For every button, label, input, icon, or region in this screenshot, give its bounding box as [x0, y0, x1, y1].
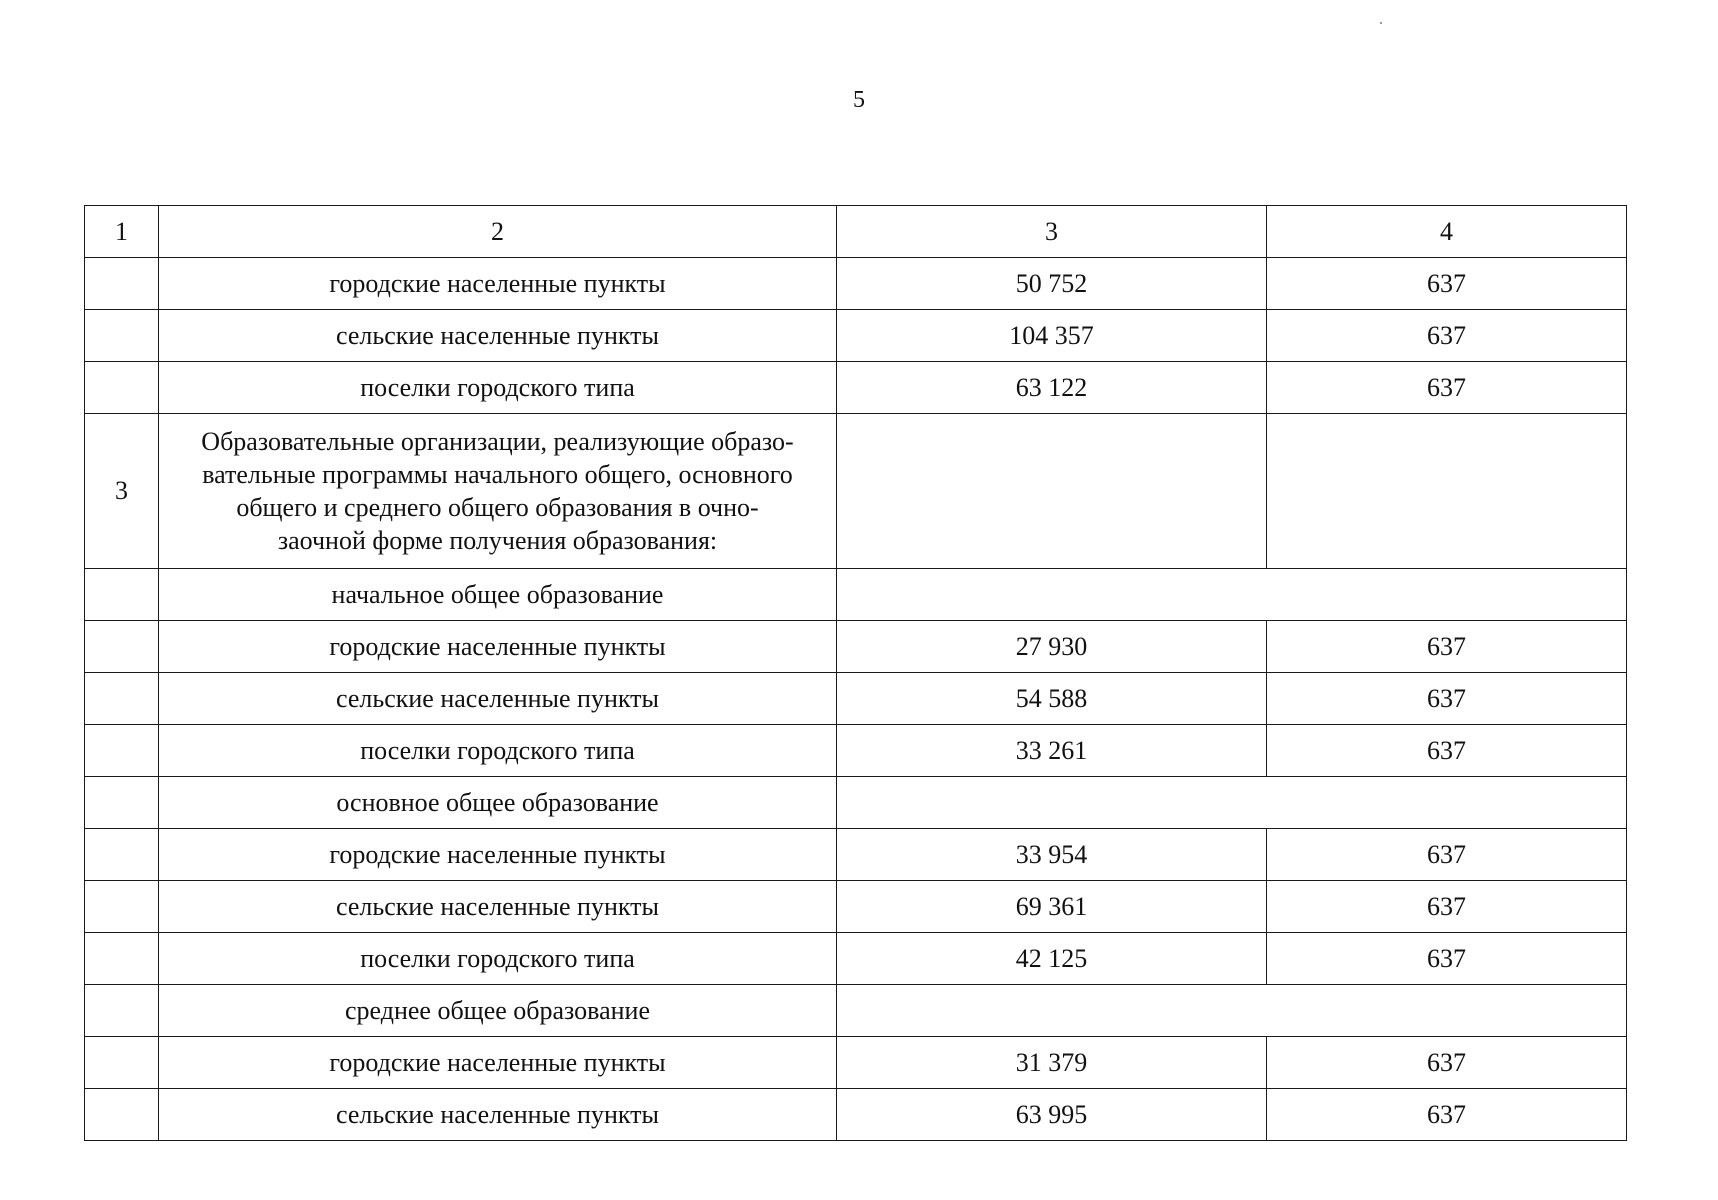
- table-row: [85, 258, 1627, 310]
- row-value-col4: 637: [1267, 1037, 1627, 1089]
- row-value-col3: 63 122: [837, 362, 1267, 414]
- table-header-row: [85, 206, 1627, 258]
- merged-empty-cell: [837, 569, 1627, 621]
- index-cell: [85, 933, 159, 985]
- index-cell: [85, 621, 159, 673]
- index-cell: [85, 673, 159, 725]
- row-value-col4: 637: [1267, 725, 1627, 777]
- row-value-col4: 637: [1267, 673, 1627, 725]
- section-title-line: заочной форме получения образования:: [277, 526, 718, 555]
- row-value-col4: 637: [1267, 881, 1627, 933]
- row-value-col3: 31 379: [837, 1037, 1267, 1089]
- index-cell: [85, 725, 159, 777]
- row-value-col4: 637: [1267, 1089, 1627, 1141]
- row-value-col4: 637: [1267, 829, 1627, 881]
- row-value-col3: 69 361: [837, 881, 1267, 933]
- row-label: городские населенные пункты: [159, 1037, 837, 1089]
- empty-cell: [837, 414, 1267, 569]
- scan-speck: [1380, 22, 1382, 24]
- subsection-title: среднее общее образование: [159, 985, 837, 1037]
- table-row: [85, 310, 1627, 362]
- section-title-line: Образовательные организации, реализующие образо-: [201, 427, 794, 456]
- header-cell-1: 1: [85, 206, 159, 258]
- row-value-col3: 50 752: [837, 258, 1267, 310]
- subsection-row: [85, 569, 1627, 621]
- subsection-title: начальное общее образование: [159, 569, 837, 621]
- row-label: сельские населенные пункты: [159, 1089, 837, 1141]
- row-label: сельские населенные пункты: [159, 310, 837, 362]
- row-value-col4: 637: [1267, 362, 1627, 414]
- section-index: 3: [85, 414, 159, 569]
- row-label: городские населенные пункты: [159, 258, 837, 310]
- empty-cell: [1267, 414, 1627, 569]
- index-cell: [85, 829, 159, 881]
- table-row: [85, 933, 1627, 985]
- row-label: поселки городского типа: [159, 362, 837, 414]
- section-title: [159, 414, 837, 569]
- index-cell: [85, 1089, 159, 1141]
- table-row: [85, 362, 1627, 414]
- header-cell-3: 3: [837, 206, 1267, 258]
- row-value-col3: 54 588: [837, 673, 1267, 725]
- row-label: городские населенные пункты: [159, 829, 837, 881]
- row-label: сельские населенные пункты: [159, 881, 837, 933]
- table-row: [85, 829, 1627, 881]
- section-title-line: вательные программы начального общего, основного: [202, 460, 793, 489]
- subsection-row: [85, 777, 1627, 829]
- index-cell: [85, 569, 159, 621]
- row-value-col4: 637: [1267, 310, 1627, 362]
- row-value-col3: 27 930: [837, 621, 1267, 673]
- header-cell-4: 4: [1267, 206, 1627, 258]
- section-title-line: общего и среднего общего образования в очно-: [236, 493, 759, 522]
- row-label: поселки городского типа: [159, 933, 837, 985]
- row-value-col4: 637: [1267, 933, 1627, 985]
- table-row: [85, 1037, 1627, 1089]
- index-cell: [85, 777, 159, 829]
- subsection-row: [85, 985, 1627, 1037]
- row-value-col3: 33 261: [837, 725, 1267, 777]
- row-value-col3: 42 125: [837, 933, 1267, 985]
- index-cell: [85, 258, 159, 310]
- table-row: [85, 881, 1627, 933]
- table-row: [85, 621, 1627, 673]
- row-value-col4: 637: [1267, 258, 1627, 310]
- section-3-row: [85, 414, 1627, 569]
- index-cell: [85, 362, 159, 414]
- row-value-col3: 33 954: [837, 829, 1267, 881]
- table-row: [85, 673, 1627, 725]
- data-table: [84, 205, 1627, 1141]
- row-value-col3: 63 995: [837, 1089, 1267, 1141]
- page-number: 5: [853, 87, 865, 113]
- row-value-col4: 637: [1267, 621, 1627, 673]
- subsection-title: основное общее образование: [159, 777, 837, 829]
- index-cell: [85, 881, 159, 933]
- row-label: городские населенные пункты: [159, 621, 837, 673]
- index-cell: [85, 985, 159, 1037]
- row-label: сельские населенные пункты: [159, 673, 837, 725]
- index-cell: [85, 1037, 159, 1089]
- index-cell: [85, 310, 159, 362]
- table-row: [85, 1089, 1627, 1141]
- merged-empty-cell: [837, 985, 1627, 1037]
- row-label: поселки городского типа: [159, 725, 837, 777]
- table-row: [85, 725, 1627, 777]
- row-value-col3: 104 357: [837, 310, 1267, 362]
- merged-empty-cell: [837, 777, 1627, 829]
- header-cell-2: 2: [159, 206, 837, 258]
